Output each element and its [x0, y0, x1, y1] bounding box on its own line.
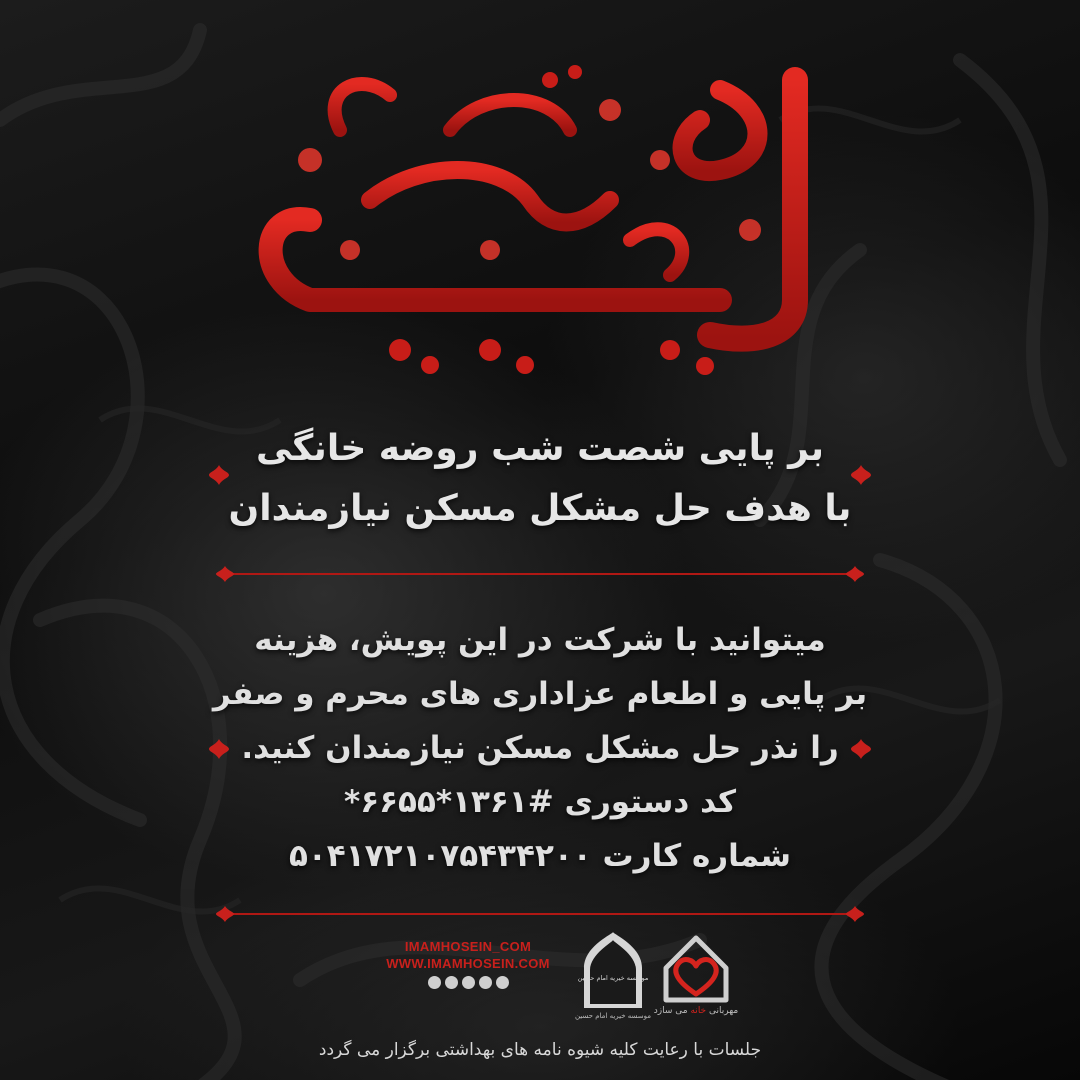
house-heart-logo	[658, 928, 734, 1004]
website-link[interactable]: WWW.IMAMHOSEIN.COM	[386, 956, 550, 971]
social-handle[interactable]: IMAMHOSEIN_COM	[404, 939, 532, 954]
card-number: شماره کارت ۵۰۴۱۷۲۱۰۷۵۴۳۴۲۰۰	[288, 838, 792, 874]
institute-logo	[578, 928, 648, 1012]
footer-note: جلسات با رعایت کلیه شیوه نامه های بهداشتی برگزار می گردد	[318, 1040, 762, 1060]
campaign-caption-suffix: می سازد	[653, 1006, 691, 1016]
twitter-icon[interactable]	[445, 976, 458, 989]
institute-name: موسسه خیریه امام حسین	[574, 1012, 652, 1020]
campaign-caption-prefix: مهربانی	[706, 1006, 739, 1016]
ornament-left-1	[208, 464, 230, 486]
headline-line-1: بر پایی شصت شب روضه خانگی	[255, 428, 825, 469]
divider-top	[215, 564, 865, 584]
institute-logo-text: موسسه خیریه امام حسین	[578, 974, 648, 982]
campaign-caption-accent: خانه	[690, 1006, 707, 1016]
divider-bottom	[215, 904, 865, 924]
body-line-2: بر پایی و اطعام عزاداری های محرم و صفر	[212, 676, 868, 712]
headline-line-2: با هدف حل مشکل مسکن نیازمندان	[228, 488, 852, 529]
whatsapp-icon[interactable]	[462, 976, 475, 989]
ornament-right-2	[850, 738, 872, 760]
aparat-icon[interactable]	[496, 976, 509, 989]
telegram-icon[interactable]	[428, 976, 441, 989]
social-icons-row	[358, 976, 578, 989]
campaign-caption	[644, 1006, 748, 1016]
ussd-code: کد دستوری #۱۳۶۱*۶۶۵۵*	[343, 784, 737, 820]
footer-links	[358, 938, 578, 989]
ornament-left-2	[208, 738, 230, 760]
body-line-1: میتوانید با شرکت در این پویش، هزینه	[254, 622, 826, 658]
title-calligraphy	[250, 50, 840, 380]
instagram-icon[interactable]	[479, 976, 492, 989]
body-line-3: را نذر حل مشکل مسکن نیازمندان کنید.	[241, 730, 839, 766]
ornament-right-1	[850, 464, 872, 486]
